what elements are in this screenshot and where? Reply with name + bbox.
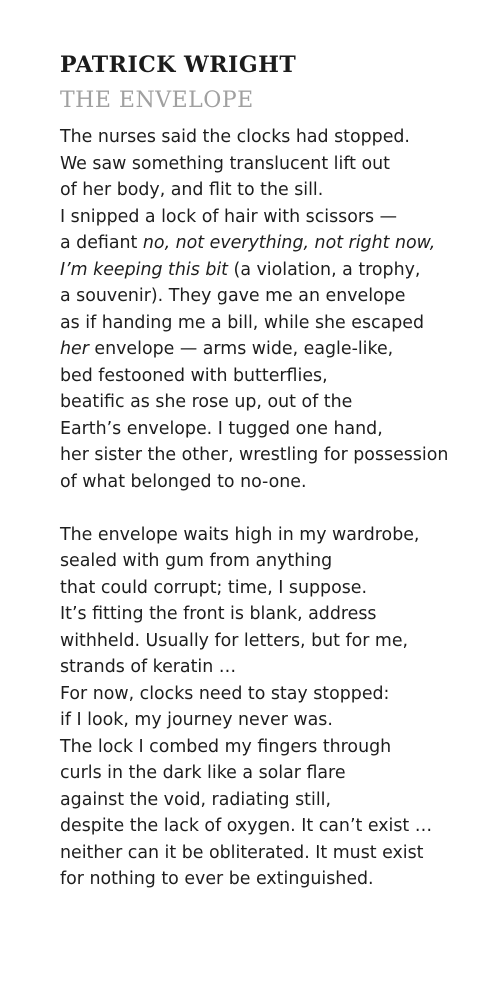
stanza-2: [60, 522, 500, 893]
poem-line: The envelope waits high in my wardrobe,: [60, 524, 420, 545]
poem-line: curls in the dark like a solar flare: [60, 763, 346, 783]
poem-line-text: a defiant: [60, 233, 143, 253]
poem-line: of her body, and flit to the sill.: [60, 180, 324, 200]
poem-line: sealed with gum from anything: [60, 551, 333, 571]
poem-line-italic: her: [60, 339, 89, 359]
poem-line: I snipped a lock of hair with scissors —: [60, 206, 397, 227]
poem-line: as if handing me a bill, while she escaped: [60, 312, 425, 333]
poem-line-text: (a violation, a trophy,: [228, 259, 421, 280]
poem-line-italic: no, not everything, not right now,: [142, 233, 436, 253]
poem-line: for nothing to ever be extinguished.: [60, 869, 374, 889]
poem-line: The lock I combed my fingers through: [60, 736, 392, 757]
poem-line-text: envelope — arms wide, eagle-like,: [88, 339, 394, 359]
stanza-break: [60, 495, 500, 522]
poem-line: despite the lack of oxygen. It can’t exist …: [60, 816, 433, 836]
poem-line: We saw something translucent lift out: [60, 153, 390, 174]
poem-line: withheld. Usually for letters, but for me,: [60, 630, 409, 651]
poem-line: [60, 257, 500, 284]
stanza-1: [60, 124, 500, 495]
poem-line: [60, 336, 500, 363]
poem-line: strands of keratin …: [60, 657, 237, 677]
poem-line: [60, 230, 500, 257]
poem-line: of what belonged to no-one.: [60, 471, 307, 492]
poem-line: For now, clocks need to stay stopped:: [60, 683, 390, 704]
poem-line: bed festooned with butterflies,: [60, 365, 328, 386]
poem-line: beatific as she rose up, out of the: [60, 392, 353, 412]
poem-line: The nurses said the clocks had stopped.: [60, 127, 410, 147]
poem-line: It’s fitting the front is blank, address: [60, 604, 377, 624]
poem-line: that could corrupt; time, I suppose.: [60, 577, 368, 598]
poem-body: [60, 124, 500, 893]
poem-line-italic: I’m keeping this bit: [60, 259, 229, 280]
poem-line: her sister the other, wrestling for possession: [60, 445, 449, 465]
poem-line: a souvenir). They gave me an envelope: [60, 286, 406, 306]
poem-title: THE ENVELOPE: [60, 88, 254, 113]
author-name: PATRICK WRIGHT: [60, 52, 297, 78]
poem-line: against the void, radiating still,: [60, 789, 332, 810]
poem-line: neither can it be obliterated. It must exist: [60, 842, 424, 863]
poem-line: if I look, my journey never was.: [60, 710, 333, 730]
poem-line: Earth’s envelope. I tugged one hand,: [60, 418, 383, 439]
